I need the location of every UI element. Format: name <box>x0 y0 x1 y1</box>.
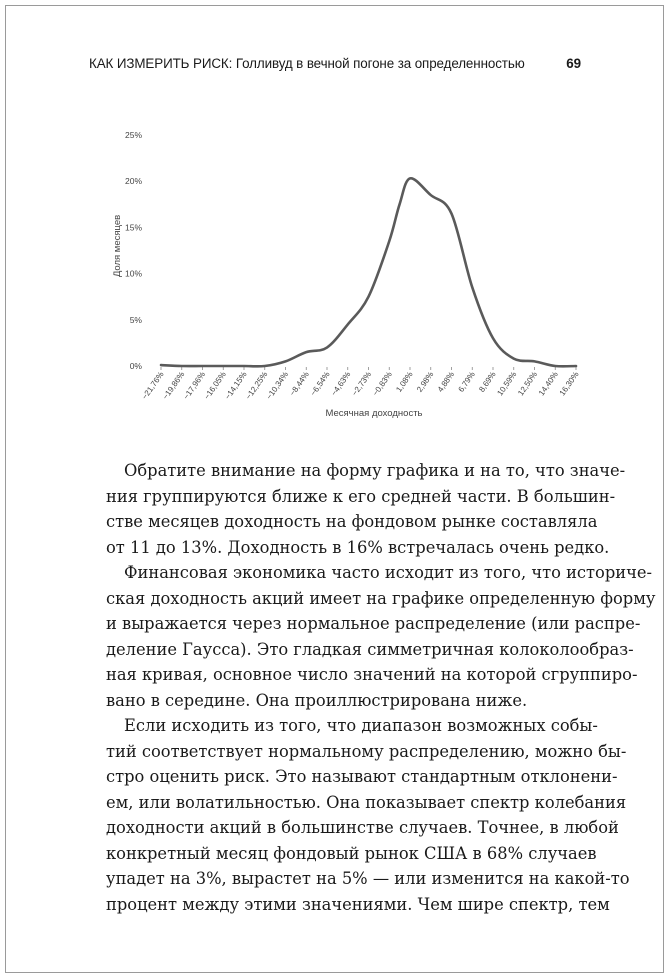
text-line: тий соответствует нормальному распределению, можно бы- <box>106 741 627 761</box>
text-line: Обратите внимание на форму графика и на то, что значе- <box>124 461 626 480</box>
text-line: доходности акций в большинстве случаев. Точнее, в любой <box>106 818 619 837</box>
x-tick-label: −0,83% <box>370 369 394 398</box>
x-tick-label: 6,79% <box>456 369 477 394</box>
x-tick-label: 10,59% <box>495 369 519 398</box>
x-tick-label: 4,88% <box>435 369 457 394</box>
x-tick-label: −16,05% <box>202 369 228 402</box>
x-tick-label: −21,76% <box>140 369 166 402</box>
x-axis-title: Месячная доходность <box>325 408 423 419</box>
text-line: ния группируются ближе к его средней части. В большин- <box>106 486 616 506</box>
text-line: стве месяцев доходность на фондовом рынке составляла <box>106 512 598 531</box>
text-line: стро оценить риск. Это называют стандартным отклонени- <box>106 767 618 786</box>
x-tick-label: −12,25% <box>243 369 270 402</box>
page-number: 69 <box>566 56 581 71</box>
series-line <box>161 178 576 366</box>
x-tick-label: 8,69% <box>477 369 498 394</box>
x-tick-label: −4,63% <box>329 369 353 398</box>
x-tick-label: 1,08% <box>394 369 415 394</box>
x-tick-label: 12,50% <box>516 369 540 398</box>
text-line: Если исходить из того, что диапазон возможных собы- <box>124 716 598 735</box>
text-line: конкретный месяц фондовый рынок США в 68% случаев <box>106 843 597 863</box>
y-tick-label: 10% <box>124 268 142 279</box>
y-tick-label: 0% <box>129 361 142 371</box>
text-line: вано в середине. Она проиллюстрирована ниже. <box>106 690 528 710</box>
x-tick-label: 14,40% <box>536 369 560 398</box>
x-tick-label: −14,15% <box>223 369 249 402</box>
x-tick-label: 16,30% <box>557 369 581 398</box>
x-tick-label: −2,73% <box>350 369 374 398</box>
x-tick-label: 2,98% <box>415 369 436 394</box>
text-line: от 11 до 13%. Доходность в 16% встречалась очень редко. <box>106 537 610 557</box>
x-tick-label: −19,86% <box>160 369 187 402</box>
text-line: ная кривая, основное число значений на которой сгруппиро- <box>106 665 638 684</box>
x-tick-label: −17,96% <box>181 369 208 402</box>
running-head-title: КАК ИЗМЕРИТЬ РИСК: Голливуд в вечной погоне за определенностью <box>89 56 525 71</box>
x-tick-label: −8,44% <box>287 369 311 398</box>
text-line: ем, или волатильностью. Она показывает спектр колебания <box>106 792 627 812</box>
y-tick-label: 25% <box>124 130 142 140</box>
y-tick-label: 5% <box>129 314 142 325</box>
y-tick-label: 15% <box>124 222 142 233</box>
text-line: ская доходность акций имеет на графике определенную форму <box>106 588 656 608</box>
x-tick-label: −6,54% <box>308 369 332 398</box>
text-line: Финансовая экономика часто исходит из того, что историче- <box>124 563 653 582</box>
text-line: деление Гаусса). Это гладкая симметричная колоколообраз- <box>106 639 634 659</box>
y-axis-title: Доля месяцев <box>112 214 123 278</box>
book-page <box>5 5 664 973</box>
body-text <box>106 458 656 917</box>
text-line: и выражается через нормальное распределение (или распре- <box>106 614 641 633</box>
return-distribution-chart <box>96 124 596 424</box>
text-line: процент между этими значениями. Чем шире спектр, тем <box>106 894 610 914</box>
y-tick-label: 20% <box>124 176 142 187</box>
x-tick-label: −10,34% <box>264 369 291 402</box>
text-line: упадет на 3%, вырастет на 5% — или изменится на какой-то <box>106 869 630 888</box>
